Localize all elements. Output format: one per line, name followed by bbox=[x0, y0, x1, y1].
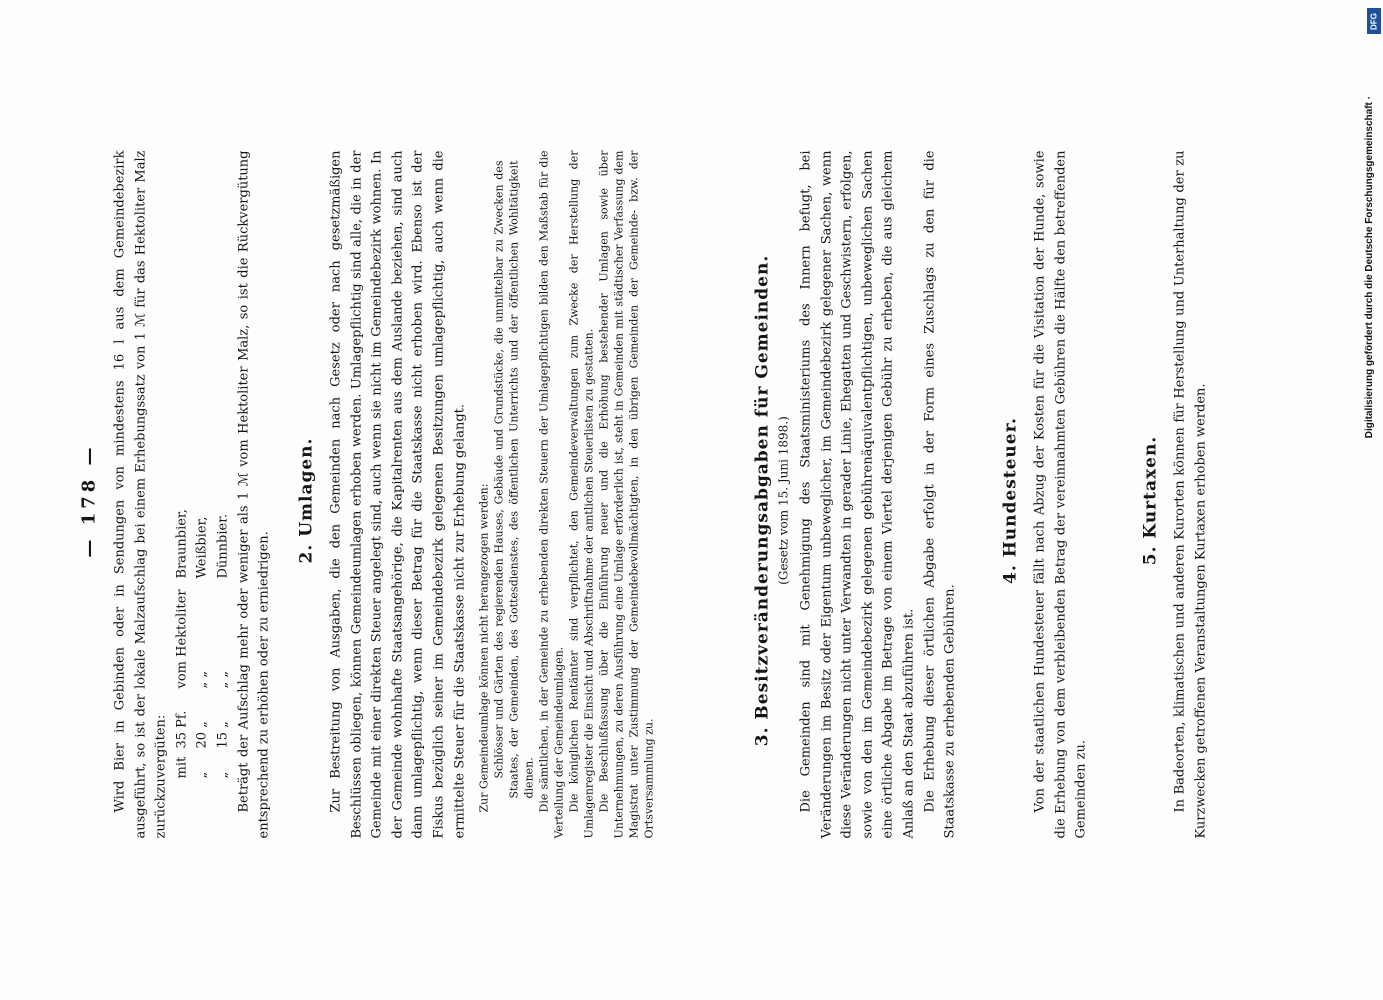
intro-paragraph: Wird Bier in Gebinden oder in Sendungen von mindestens 16 l aus dem Gemeindebezirk ausgeführt, so ist der lokale Malzaufschlag bei einem Erhebungssatz von 1 ℳ für das Hektoliter Malz zurückzuvergüten: bbox=[112, 150, 169, 838]
intro-block bbox=[110, 150, 275, 838]
section-kurtaxen-body bbox=[1170, 150, 1211, 838]
section-heading-besitz: 3. Besitzveränderungsabgaben für Gemeinden. bbox=[752, 254, 772, 746]
kurtaxen-paragraph: In Badeorten, klimatischen und anderen Kurorten können für Herstellung und Unterhaltung der zu Kurzwecken getroffenen Veranstaltungen Kurtaxen erhoben werden. bbox=[1172, 150, 1208, 838]
digitization-credit bbox=[1364, 0, 1380, 1000]
section-umlagen-body bbox=[326, 150, 656, 838]
section-besitz-body bbox=[796, 150, 961, 838]
small-para: Die sämtlichen, in der Gemeinde zu erhebenden direkten Steuern der Umlagepflichtigen bilden den Maßstab für die Verteilung der Gemeindeumlagen. bbox=[537, 150, 566, 838]
small-para: Die Beschlußfassung über die Einführung neuer und die Erhöhung bestehender Umlagen sowie über Unternehmungen, zu deren Ausführung eine Umlage erforderlich ist, steht in Gemeinden mit städtischer Verfassung dem Magistrat unter Zustimmung der Gemeindebevollmächtigten, in den übrigen Gemeinden der Gemeinde- bzw. der Ortsversammlung zu. bbox=[597, 150, 656, 838]
rate-row-duennbier: „ 15 „ „ „ Dünnbier. bbox=[214, 513, 230, 778]
digitization-credit-text: Digitalisierung gefördert durch die Deutsche Forschungsgemeinschaft · bbox=[1364, 96, 1375, 439]
intro-closing: Beträgt der Aufschlag mehr oder weniger als 1 ℳ vom Hektoliter Malz, so ist die Rückvergütung entsprechend zu erhöhen oder zu erniedrigen. bbox=[235, 150, 272, 838]
page-number: — 178 — bbox=[78, 442, 99, 558]
rate-row-braunbier: mit 35 Pf. vom Hektoliter Braunbier, bbox=[173, 508, 189, 778]
rate-row-weissbier: „ 20 „ „ „ Weißbier, bbox=[194, 516, 210, 778]
section-hundesteuer-body bbox=[1030, 150, 1092, 838]
section-note-law: (Gesetz vom 15. Juni 1898.) bbox=[776, 415, 790, 585]
umlagen-small-print bbox=[476, 150, 656, 838]
small-para: Die königlichen Rentämter sind verpflichtet, den Gemeindeverwaltungen zum Zwecke der Herstellung der Umlagenregister die Einsicht und Abschriftnahme der amtlichen Steuerlisten zu gestatten. bbox=[567, 150, 596, 838]
small-para: Schlösser und Gärten des regierenden Hauses, Gebäude und Grundstücke, die unmittelbar zu Zwecken des Staates, der Gemeinden, des Gottesdienstes, des öffentlichen Unterrichts und der öffentlichen Wohltätigkeit dienen. bbox=[492, 160, 536, 798]
umlagen-paragraph: Zur Bestreitung von Ausgaben, die den Gemeinden nach Gesetz oder nach gesetzmäßigen Beschlüssen obliegen, können Gemeindeumlagen erhoben werden. Umlagepflichtig sind alle, die in der Gemeinde mit einer direkten Steuer angelegt sind, auch wenn sie nicht im Gemeindebezirk wohnen. In der Gemeinde wohnhafte Staatsangehörige, die Kapitalrenten aus dem Auslande beziehen, sind auch dann umlagepflichtig, wenn dieser Betrag für die Staatskasse nicht erhoben wird. Ebenso ist der Fiskus bezüglich seiner im Gemeindebezirk gelegenen Besitzungen umlagepflichtig, auch wenn die ermittelte Steuer für die Staatskasse nicht zur Erhebung gelangt. bbox=[328, 150, 467, 838]
besitz-paragraph: Die Erhebung dieser örtlichen Abgabe erfolgt in der Form eines Zuschlags zu den für die Staatskasse zu erhebenden Gebühren. bbox=[921, 150, 958, 838]
section-heading-hundesteuer: 4. Hundesteuer. bbox=[1000, 416, 1020, 584]
section-heading-umlagen: 2. Umlagen. bbox=[296, 437, 316, 563]
malt-rate-list bbox=[172, 150, 234, 838]
section-heading-kurtaxen: 5. Kurtaxen. bbox=[1140, 435, 1160, 565]
besitz-paragraph: Die Gemeinden sind mit Genehmigung des Staatsministeriums des Innern befugt, bei Veränderungen im Besitz oder Eigentum unbeweglicher, im Gemeindebezirk gelegener Sachen, wenn diese Veränderungen nicht unter Verwandten in gerader Linie, Ehegatten und Geschwistern, erfolgen, sowie von den im Gemeindebezirk gelegenen gebührenäquivalentpflichtigen, unbeweglichen Sachen eine örtliche Abgabe im Betrage von einem Viertel derjenigen Gebühr zu erheben, die aus gleichem Anlaß an den Staat abzuführen ist. bbox=[798, 150, 916, 838]
dfg-logo: DFG bbox=[1367, 8, 1381, 34]
hundesteuer-paragraph: Von der staatlichen Hundesteuer fällt nach Abzug der Kosten für die Visitation der Hunde, sowie die Erhebung von dem verbleibenden Betrag der vereinnahmten Gebühren die Hälfte den betreffenden Gemeinden zu. bbox=[1032, 150, 1089, 838]
small-para: Zur Gemeindeumlage können nicht herangezogen werden: bbox=[477, 483, 491, 812]
